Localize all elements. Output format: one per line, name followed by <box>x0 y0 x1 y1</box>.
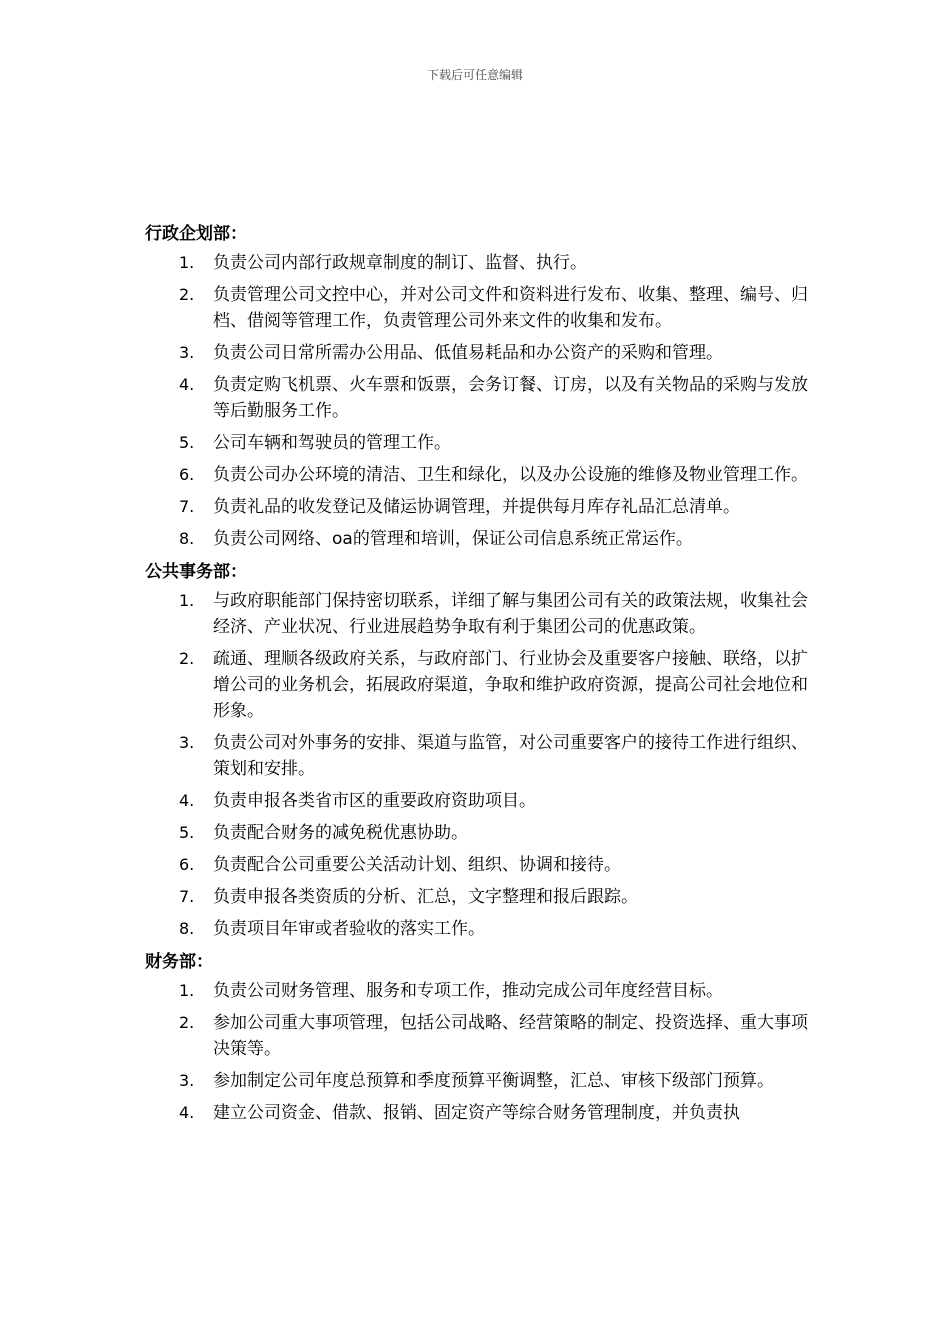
section-title: 公共事务部： <box>145 562 247 582</box>
list-item <box>145 588 810 640</box>
duty-list <box>145 250 810 552</box>
document-body <box>145 220 810 1132</box>
list-item <box>145 788 810 814</box>
list-item <box>145 1100 810 1126</box>
item-number: 2. <box>179 649 195 668</box>
item-number: 7. <box>179 497 195 516</box>
item-text: 负责礼品的收发登记及储运协调管理，并提供每月库存礼品汇总清单。 <box>213 497 740 517</box>
list-item <box>145 526 810 552</box>
list-item <box>145 978 810 1004</box>
section-public-affairs <box>145 558 810 942</box>
item-text: 与政府职能部门保持密切联系，详细了解与集团公司有关的政策法规，收集社会经济、产业状况、行业进展趋势争取有利于集团公司的优惠政策。 <box>213 591 808 637</box>
item-text: 负责公司日常所需办公用品、低值易耗品和办公资产的采购和管理。 <box>213 343 723 363</box>
list-item <box>145 1068 810 1094</box>
item-text: 负责配合公司重要公关活动计划、组织、协调和接待。 <box>213 855 621 875</box>
item-text: 负责项目年审或者验收的落实工作。 <box>213 919 485 939</box>
item-text: 负责定购飞机票、火车票和饭票，会务订餐、订房，以及有关物品的采购与发放等后勤服务工作。 <box>213 375 808 421</box>
item-number: 6. <box>179 855 195 874</box>
item-text: 负责公司内部行政规章制度的制订、监督、执行。 <box>213 253 587 273</box>
item-text: 负责申报各类资质的分析、汇总，文字整理和报后跟踪。 <box>213 887 638 907</box>
item-text: 负责配合财务的减免税优惠协助。 <box>213 823 468 843</box>
item-number: 4. <box>179 1103 195 1122</box>
list-item <box>145 730 810 782</box>
list-item <box>145 916 810 942</box>
page-header-note: 下载后可任意编辑 <box>426 68 523 82</box>
item-number: 8. <box>179 529 195 548</box>
section-finance <box>145 948 810 1126</box>
list-item <box>145 494 810 520</box>
item-text: 负责公司财务管理、服务和专项工作，推动完成公司年度经营目标。 <box>213 981 723 1001</box>
item-text: 公司车辆和驾驶员的管理工作。 <box>213 433 451 453</box>
item-number: 1. <box>179 591 195 610</box>
list-item <box>145 340 810 366</box>
item-text: 负责申报各类省市区的重要政府资助项目。 <box>213 791 536 811</box>
item-text: 负责公司网络、oa的管理和培训，保证公司信息系统正常运作。 <box>213 529 693 549</box>
list-item <box>145 372 810 424</box>
item-number: 4. <box>179 375 195 394</box>
duty-list <box>145 978 810 1126</box>
item-text: 疏通、理顺各级政府关系，与政府部门、行业协会及重要客户接触、联络，以扩增公司的业务机会，拓展政府渠道，争取和维护政府资源，提高公司社会地位和形象。 <box>213 649 808 721</box>
item-number: 1. <box>179 253 195 272</box>
item-number: 2. <box>179 1013 195 1032</box>
list-item <box>145 282 810 334</box>
list-item <box>145 462 810 488</box>
item-number: 8. <box>179 919 195 938</box>
item-text: 参加制定公司年度总预算和季度预算平衡调整，汇总、审核下级部门预算。 <box>213 1071 774 1091</box>
list-item <box>145 646 810 724</box>
item-number: 3. <box>179 1071 195 1090</box>
item-text: 负责公司办公环境的清洁、卫生和绿化，以及办公设施的维修及物业管理工作。 <box>213 465 808 485</box>
item-number: 4. <box>179 791 195 810</box>
item-number: 2. <box>179 285 195 304</box>
section-admin-planning <box>145 220 810 552</box>
list-item <box>145 820 810 846</box>
section-title: 财务部： <box>145 952 213 972</box>
item-text: 负责公司对外事务的安排、渠道与监管，对公司重要客户的接待工作进行组织、策划和安排。 <box>213 733 808 779</box>
item-number: 7. <box>179 887 195 906</box>
list-item <box>145 852 810 878</box>
list-item <box>145 1010 810 1062</box>
item-number: 3. <box>179 343 195 362</box>
item-number: 1. <box>179 981 195 1000</box>
item-number: 5. <box>179 823 195 842</box>
item-text: 负责管理公司文控中心，并对公司文件和资料进行发布、收集、整理、编号、归档、借阅等管理工作，负责管理公司外来文件的收集和发布。 <box>213 285 808 331</box>
item-number: 6. <box>179 465 195 484</box>
section-title: 行政企划部： <box>145 224 247 244</box>
item-number: 3. <box>179 733 195 752</box>
duty-list <box>145 588 810 942</box>
list-item <box>145 250 810 276</box>
item-text: 参加公司重大事项管理，包括公司战略、经营策略的制定、投资选择、重大事项决策等。 <box>213 1013 808 1059</box>
list-item <box>145 884 810 910</box>
item-text: 建立公司资金、借款、报销、固定资产等综合财务管理制度，并负责执 <box>213 1103 740 1123</box>
list-item <box>145 430 810 456</box>
item-number: 5. <box>179 433 195 452</box>
